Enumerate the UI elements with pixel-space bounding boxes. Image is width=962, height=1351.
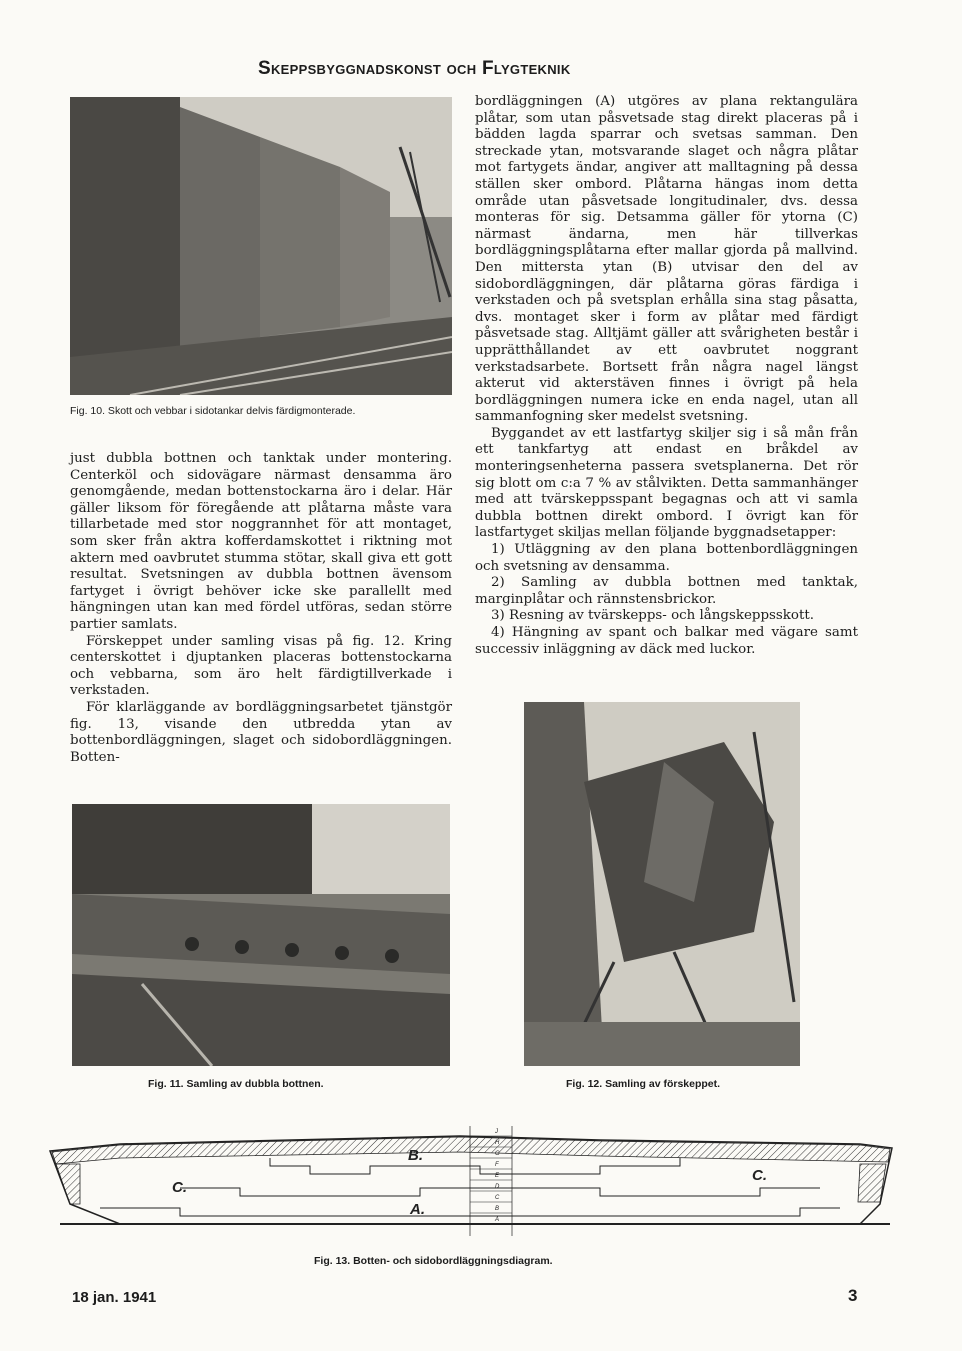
hatched-area-left (56, 1164, 80, 1204)
page-header-title: Skeppsbyggnadskonst och Flygteknik (258, 58, 571, 79)
left-paragraph: För klarläggande av bordläggningsarbetet tjänstgör fig. 13, visande den utbredda ytan av bottenbordläggningen, slaget och sidobordläggningen. Botten- (70, 699, 452, 765)
fig10-caption: Fig. 10. Skott och vebbar i sidotankar delvis färdigmonterade. (70, 405, 356, 417)
right-column (475, 94, 858, 658)
label-a: A. (410, 1201, 425, 1218)
right-paragraph: 1) Utläggning av den plana bottenbordläggningen och svetsning av densamma. (475, 542, 858, 574)
fig12-caption: Fig. 12. Samling av förskeppet. (566, 1078, 721, 1090)
row-letter: D (495, 1184, 500, 1190)
fig10-photo (70, 97, 452, 395)
row-letter: J (495, 1129, 498, 1135)
fig11-caption: Fig. 11. Samling av dubbla bottnen. (148, 1078, 324, 1090)
fig13-caption: Fig. 13. Botten- och sidobordläggningsdiagram. (314, 1255, 553, 1267)
row-letter: A (495, 1217, 500, 1223)
label-b: B. (408, 1147, 423, 1164)
row-letter: B (495, 1206, 500, 1212)
fig11-photo (72, 804, 450, 1066)
footer-date: 18 jan. 1941 (72, 1289, 157, 1306)
right-paragraph: 2) Samling av dubbla bottnen med tanktak, marginplåtar och rännstensbrickor. (475, 575, 858, 607)
row-letter: G (495, 1151, 500, 1157)
right-paragraph: 4) Hängning av spant och balkar med vägare samt successiv inläggning av däck med luckor. (475, 625, 858, 657)
plate-boundary-b (270, 1158, 680, 1174)
label-c-right: C. (752, 1167, 767, 1184)
left-column (70, 451, 452, 766)
hatched-area-top (52, 1137, 890, 1164)
left-paragraph: just dubbla bottnen och tanktak under montering. Centerköl och sidovägare närmast densamma äro genomgående, medan bottenstockarna äro i delar. Här gäller liksom för föregående att plåtarna måste vara tillarbetade med stor noggrannhet för att montaget, som sker från aktra kofferdamskottet i riktning mot aktern med oavbrutet stumma stötar, skall giva ett gott resultat. Svetsningen av dubbla bottnen ävensom fartyget i övrigt behöver icke ske parallellt med hängningen utan kan med fördel utföras, sedan större partier samlats. (70, 451, 452, 632)
row-letter: E (495, 1173, 500, 1179)
row-letter: F (495, 1162, 499, 1168)
right-paragraph: Byggandet av ett lastfartyg skiljer sig i så mån från ett tankfartyg att endast en bråkdel av monteringsenheterna passera svetsplanerna. Det rör sig blott om c:a 7 % av stålvikten. Detta sammanhänger med att tvärskeppsspant begagnas och att vi samla dubbla bottnen direkt ombord. I övrigt kan för lastfartyget skiljas mellan följande byggnadsetapper: (475, 425, 858, 541)
label-c-left: C. (172, 1179, 187, 1196)
row-letter: C (495, 1195, 500, 1201)
row-letter: H (495, 1140, 500, 1146)
page-number: 3 (848, 1286, 858, 1305)
left-paragraph: Förskeppet under samling visas på fig. 12. Kring centerskottet i djuptanken placeras bottenstockarna och vebbarna, som äro helt färdigtillverkade i verkstaden. (70, 633, 452, 699)
right-paragraph: 3) Resning av tvärskepps- och långskeppsskott. (491, 608, 814, 624)
fig12-photo (524, 702, 800, 1066)
fig13-diagram (40, 1116, 900, 1248)
plate-boundary-a (180, 1188, 820, 1196)
right-paragraph: bordläggningen (A) utgöres av plana rektangulära plåtar, som utan påsvetsade stag direkt placeras på i bädden lagda sparrar och svetsas samman. Den streckade ytan, motsvarande slaget och några plåtar mot fartygets ändar, angiver att malltagning på dessa ställen sker ombord. Plåtarna hängas inom detta område utan påsvetsade longitudinaler, dvs. dessa monteras för sig. Detsamma gäller för ytorna (C) närmast ändarna, men här tillverkas bordläggningsplåtarna efter mallar gjorda på mallvind. Den mittersta ytan (B) utvisar den del av sidobordläggningen, där plåtarna göras färdiga i verkstaden och på svetsplan erhålla sina stag påsatta, dvs. montaget sker i form av plåtar med färdigt påsvetsade stag. Alltjämt gäller att svårigheten består i upprätthållandet av ett oavbrutet noggrant verkstadsarbete. Bortsett från några nagel längst akterut vid akterstäven finnes i övrigt på hela bordläggningen numera icke en enda nagel, utan all sammanfogning sker medelst svetsning. (475, 94, 858, 425)
